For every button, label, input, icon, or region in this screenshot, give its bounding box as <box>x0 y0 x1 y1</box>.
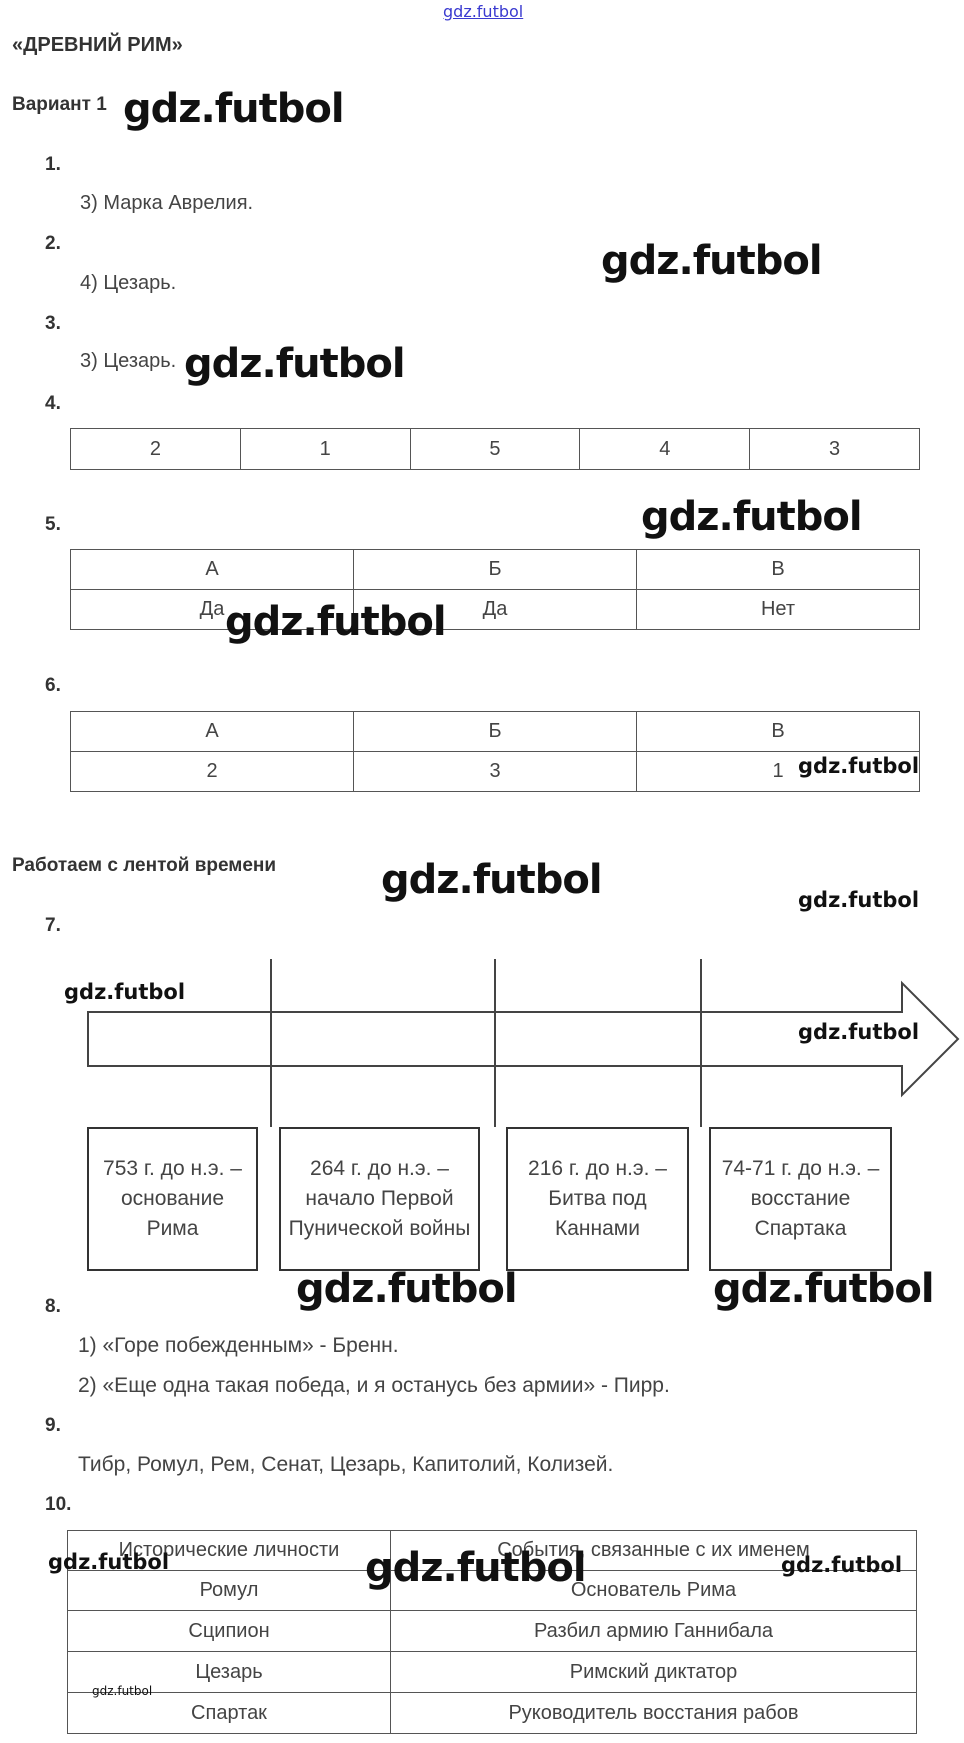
section-heading: Работаем с лентой времени <box>12 855 277 876</box>
variant-heading: Вариант 1 <box>12 94 107 115</box>
table-header-cell: Б <box>354 550 637 590</box>
question-2-number: 2. <box>45 233 61 254</box>
table-cell: Основатель Рима <box>391 1571 917 1611</box>
watermark: gdz.futbol <box>64 980 186 1004</box>
timeline-event: 264 г. до н.э. – начало Первой Пунической войны <box>279 1127 480 1271</box>
table-cell: 3 <box>750 429 920 470</box>
timeline-event: 74-71 г. до н.э. – восстание Спартака <box>709 1127 892 1271</box>
site-link[interactable]: gdz.futbol <box>443 2 524 21</box>
question-6-table <box>70 711 920 792</box>
table-cell: Цезарь <box>68 1652 391 1693</box>
page-title: «ДРЕВНИЙ РИМ» <box>12 34 183 56</box>
watermark: gdz.futbol <box>781 1553 903 1577</box>
question-9-answer: Тибр, Ромул, Рем, Сенат, Цезарь, Капитолий, Колизей. <box>78 1453 614 1476</box>
question-3-answer: 3) Цезарь. <box>80 350 177 372</box>
watermark: gdz.futbol <box>92 1684 153 1698</box>
table-cell: Ромул <box>68 1571 391 1611</box>
question-9-number: 9. <box>45 1415 61 1436</box>
watermark: gdz.futbol <box>225 599 446 645</box>
watermark: gdz.futbol <box>601 238 822 284</box>
table-cell: Нет <box>637 590 920 630</box>
table-cell: 3 <box>354 752 637 792</box>
watermark: gdz.futbol <box>123 86 344 132</box>
watermark: gdz.futbol <box>381 857 602 903</box>
table-cell: 1 <box>240 429 410 470</box>
table-cell: 2 <box>71 752 354 792</box>
watermark: gdz.futbol <box>184 341 405 387</box>
watermark: gdz.futbol <box>798 1020 920 1044</box>
watermark: gdz.futbol <box>798 888 920 912</box>
question-4-table <box>70 428 920 470</box>
table-cell: Спартак <box>68 1693 391 1734</box>
watermark: gdz.futbol <box>641 494 862 540</box>
question-5-number: 5. <box>45 514 61 535</box>
question-8-answer: 1) «Горе побежденным» - Бренн. <box>78 1334 399 1357</box>
watermark: gdz.futbol <box>48 1550 170 1574</box>
question-5-table <box>70 549 920 630</box>
table-cell: 5 <box>410 429 580 470</box>
timeline-event: 753 г. до н.э. – основание Рима <box>87 1127 258 1271</box>
question-4-number: 4. <box>45 393 61 414</box>
table-header-cell: А <box>71 712 354 752</box>
question-2-answer: 4) Цезарь. <box>80 272 177 294</box>
table-header-cell: В <box>637 550 920 590</box>
table-header-cell: События, связанные с их именем <box>391 1531 917 1571</box>
table-cell: Руководитель восстания рабов <box>391 1693 917 1734</box>
question-8-number: 8. <box>45 1296 61 1317</box>
watermark: gdz.futbol <box>365 1545 586 1591</box>
table-cell: Сципион <box>68 1611 391 1652</box>
question-6-number: 6. <box>45 675 61 696</box>
table-cell: Римский диктатор <box>391 1652 917 1693</box>
question-1-answer: 3) Марка Аврелия. <box>80 192 254 214</box>
table-cell: Да <box>354 590 637 630</box>
question-3-number: 3. <box>45 313 61 334</box>
question-1-number: 1. <box>45 154 61 175</box>
watermark: gdz.futbol <box>798 754 920 778</box>
table-header-cell: В <box>637 712 920 752</box>
question-7-number: 7. <box>45 915 61 936</box>
table-header-cell: А <box>71 550 354 590</box>
table-cell: 2 <box>71 429 241 470</box>
question-8-answer: 2) «Еще одна такая победа, и я останусь без армии» - Пирр. <box>78 1374 670 1397</box>
table-cell: 1 <box>637 752 920 792</box>
timeline-event: 216 г. до н.э. – Битва под Каннами <box>506 1127 689 1271</box>
question-10-number: 10. <box>45 1494 72 1515</box>
watermark: gdz.futbol <box>713 1266 934 1312</box>
table-cell: 4 <box>580 429 750 470</box>
table-header-cell: Б <box>354 712 637 752</box>
table-cell: Разбил армию Ганнибала <box>391 1611 917 1652</box>
table-header-cell: Исторические личности <box>68 1531 391 1571</box>
watermark: gdz.futbol <box>296 1266 517 1312</box>
table-cell: Да <box>71 590 354 630</box>
